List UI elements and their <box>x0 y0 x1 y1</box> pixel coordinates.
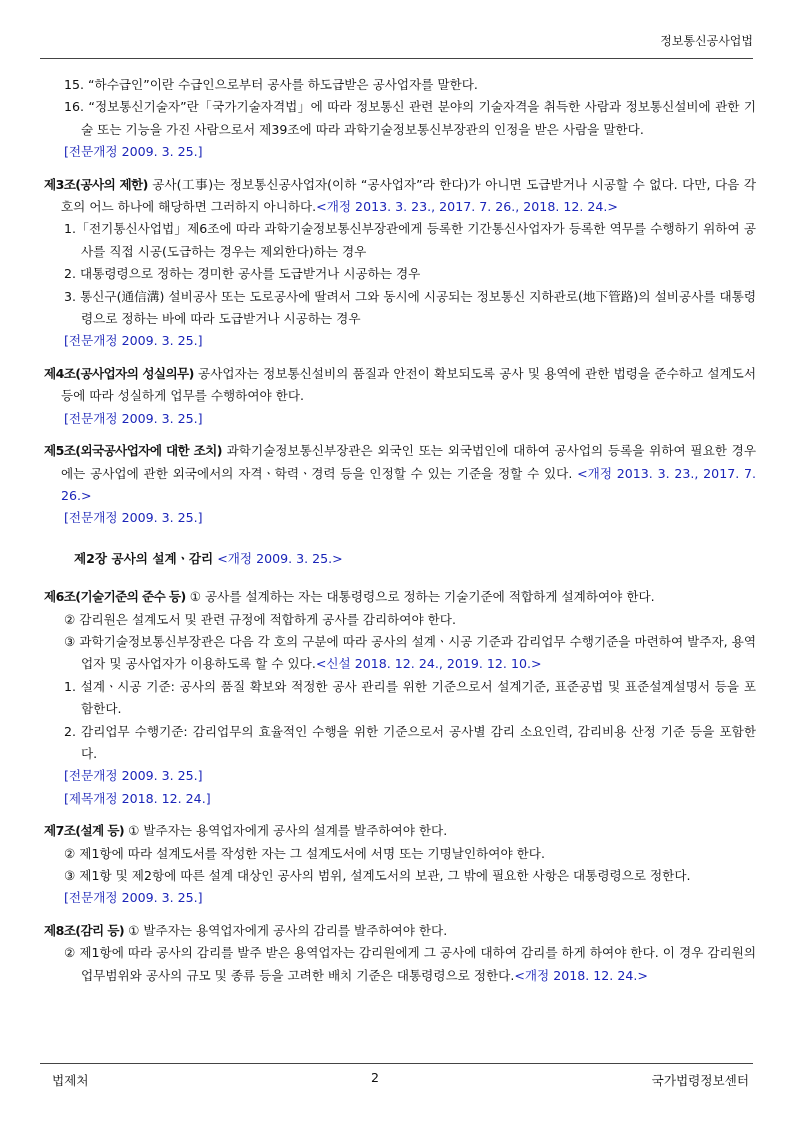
article-title: 제6조(기술기준의 준수 등) <box>44 589 186 605</box>
article-title: 제5조(외국공사업자에 대한 조치) <box>44 443 222 459</box>
list-item: 3. 통신구(通信溝) 설비공사 또는 도로공사에 딸려서 그와 동시에 시공되는 정보통신 지하관로(地下管路)의 설비공사를 대통령령으로 정하는 바에 따라 도급받거나 시공하는 경우 <box>64 288 756 327</box>
paragraph: ③ 제1항 및 제2항에 따른 설계 대상인 공사의 범위, 설계도서의 보관, 그 밖에 필요한 사항은 대통령령으로 정한다. <box>64 868 691 883</box>
article-4-text <box>44 363 756 408</box>
document-title: 정보통신공사업법 <box>660 34 753 48</box>
amendment-note: [전문개정 2009. 3. 25.] <box>64 890 203 906</box>
article-5 <box>44 440 756 530</box>
amendment-tag: <개정 2009. 3. 25.> <box>213 550 343 566</box>
paragraph: ② 감리원은 설계도서 및 관련 규정에 적합하게 공사를 감리하여야 한다. <box>64 611 456 627</box>
amendment-tag: <신설 2018. 12. 24., 2019. 12. 10.> <box>315 656 542 672</box>
article-title: 제3조(공사의 제한) <box>44 176 148 192</box>
list-item: 2. 감리업무 수행기준: 감리업무의 효율적인 수행을 위한 기준으로서 공사별 감리 소요인력, 감리비용 산정 기준 등을 포함한다. <box>64 723 756 761</box>
article-6-text <box>44 586 756 608</box>
paragraph-text: ② 제1항에 따라 공사의 감리를 발주 받은 용역업자는 감리원에게 그 공사에 대하여 감리를 하게 하여야 한다. 이 경우 감리원의 업무범위와 공사의 규모 및 종류 등을 고려한 배치 기준은 대통령령으로 정한다. <box>64 945 756 983</box>
amendment-note: [전문개정 2009. 3. 25.] <box>64 333 203 349</box>
footer-source: 국가법령정보센터 <box>651 1073 749 1088</box>
article-body: ① 발주자는 용역업자에게 공사의 감리를 발주하여야 한다. <box>124 922 448 938</box>
amendment-note: [전문개정 2009. 3. 25.] <box>64 768 203 784</box>
list-item: 1. 설계ㆍ시공 기준: 공사의 품질 확보와 적정한 공사 관리를 위한 기준으로서 설계기준, 표준공법 및 표준설계설명서 등을 포함한다. <box>64 678 756 717</box>
article-body: ① 공사를 설계하는 자는 대통령령으로 정하는 기술기준에 적합하게 설계하여야 한다. <box>185 589 655 605</box>
footer-publisher: 법제처 <box>52 1073 89 1088</box>
paragraph-text: ③ 과학기술정보통신부장관은 다음 각 호의 구분에 따라 공사의 설계ㆍ시공 기준과 감리업무 수행기준을 마련하여 발주자, 용역업자 및 공사업자가 이용하도록 할 수 있다. <box>64 633 756 672</box>
page-number: 2 <box>371 1070 380 1085</box>
paragraph: ② 제1항에 따라 설계도서를 작성한 자는 그 설계도서에 서명 또는 기명날인하여야 한다. <box>64 845 545 861</box>
article-3 <box>44 174 756 353</box>
chapter-heading <box>74 548 756 570</box>
amendment-note: [전문개정 2009. 3. 25.] <box>64 144 203 160</box>
article-5-text <box>44 440 756 507</box>
amendment-tag: <개정 2013. 3. 23., 2017. 7. 26., 2018. 12. 24.> <box>316 199 618 215</box>
list-item: 1.「전기통신사업법」제6조에 따라 과학기술정보통신부장관에게 등록한 기간통신사업자가 등록한 역무를 수행하기 위하여 공사를 직접 시공(도급하는 경우는 제외한다)하는 경우 <box>64 221 756 259</box>
article-body: 공사업자는 정보통신설비의 품질과 안전이 확보되도록 공사 및 용역에 관한 법령을 준수하고 설계도서 등에 따라 성실하게 업무를 수행하여야 한다. <box>61 365 757 404</box>
amendment-note: [전문개정 2009. 3. 25.] <box>64 510 203 526</box>
page-header <box>40 28 753 59</box>
article-title: 제7조(설계 등) <box>44 823 125 839</box>
amendment-note: [제목개정 2018. 12. 24.] <box>64 790 211 806</box>
amendment-tag: <개정 2013. 3. 23., 2017. 7. 26.> <box>61 465 756 503</box>
article-title: 제4조(공사업자의 성실의무) <box>44 365 194 381</box>
article-body: 공사(工事)는 정보통신공사업자(이하 “공사업자”라 한다)가 아니면 도급받거나 시공할 수 없다. 다만, 다음 각 호의 어느 하나에 해당하면 그러하지 아니하다. <box>61 176 756 215</box>
list-item: 16. “정보통신기술자”란「국가기술자격법」에 따라 정보통신 관련 분야의 기술자격을 취득한 사람과 정보통신설비에 관한 기술 또는 기능을 가진 사람으로서 제39조에 따라 과학기술정보통신부장관의 인정을 받은 사람을 말한다. <box>64 99 756 137</box>
amendment-tag: <개정 2018. 12. 24.> <box>514 967 648 983</box>
page-footer <box>40 1063 753 1094</box>
article-6 <box>44 586 756 810</box>
list-item: 2. 대통령령으로 정하는 경미한 공사를 도급받거나 시공하는 경우 <box>64 266 421 282</box>
article-7-text <box>44 820 756 842</box>
paragraph <box>44 631 756 676</box>
article-body: 과학기술정보통신부장관은 외국인 또는 외국법인에 대하여 공사업의 등록을 위하여 필요한 경우에는 공사업에 관한 외국에서의 자격ㆍ학력ㆍ경력 등을 인정할 수 있는 기준을 정할 수 있다. <box>61 443 756 481</box>
amendment-note: [전문개정 2009. 3. 25.] <box>64 410 203 426</box>
article-3-text <box>44 174 756 219</box>
article-7 <box>44 820 756 910</box>
paragraph <box>44 942 756 987</box>
document-body <box>44 74 756 987</box>
article-body: ① 발주자는 용역업자에게 공사의 설계를 발주하여야 한다. <box>124 823 448 839</box>
article-4 <box>44 363 756 430</box>
article-8 <box>44 920 756 987</box>
chapter-title: 제2장 공사의 설계ㆍ감리 <box>74 550 214 566</box>
list-item: 15. “하수급인”이란 수급인으로부터 공사를 하도급받은 공사업자를 말한다. <box>64 77 478 92</box>
article-8-text <box>44 920 756 942</box>
article-title: 제8조(감리 등) <box>44 922 125 938</box>
